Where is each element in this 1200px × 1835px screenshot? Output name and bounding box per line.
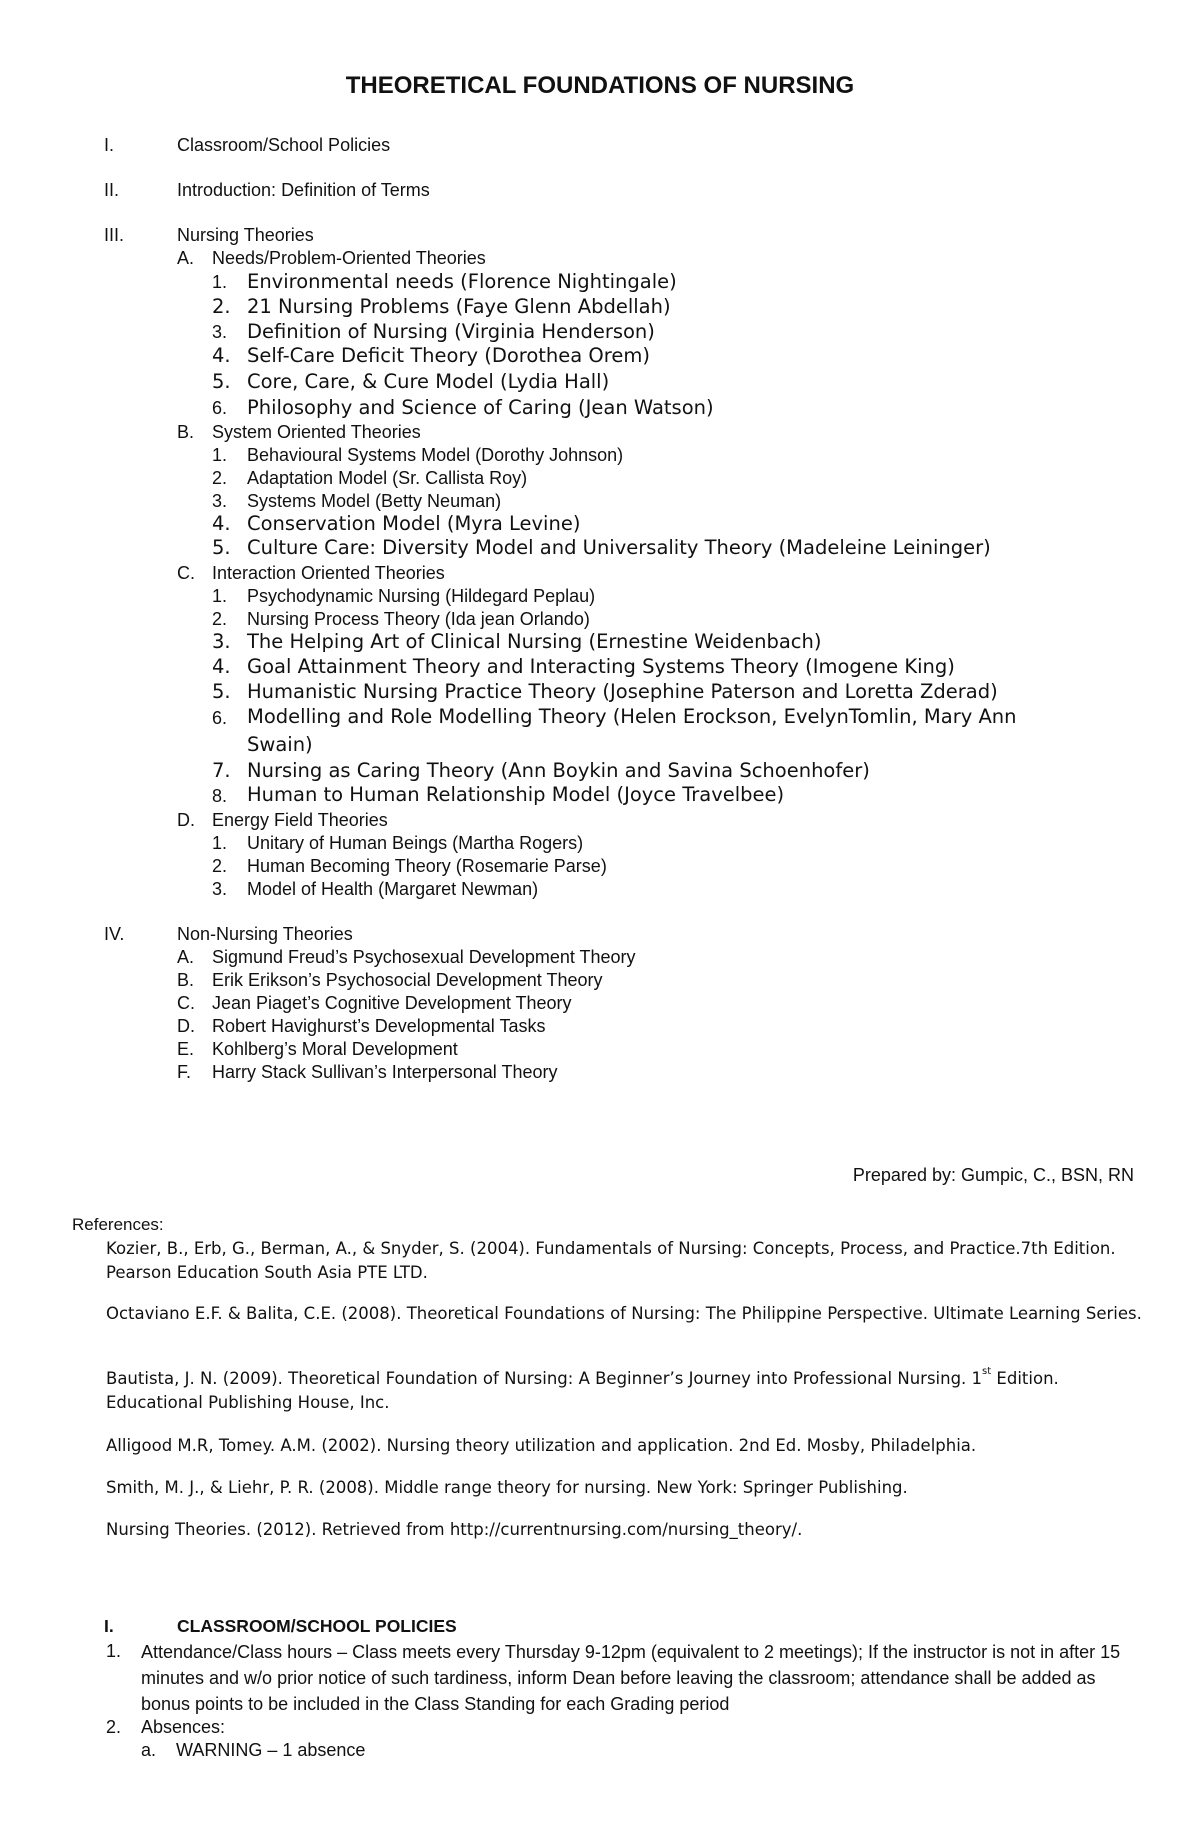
list-item: Core, Care, & Cure Model (Lydia Hall): [247, 370, 610, 393]
list-item: The Helping Art of Clinical Nursing (Ernestine Weidenbach): [247, 630, 822, 653]
list-item: Self-Care Deficit Theory (Dorothea Orem): [247, 344, 650, 367]
subsection-d-letter: D.: [177, 810, 195, 830]
list-item: Unitary of Human Beings (Martha Rogers): [247, 833, 584, 853]
section-2-label: Introduction: Definition of Terms: [177, 180, 430, 200]
reference-text: Bautista, J. N. (2009). Theoretical Foundation of Nursing: A Beginner’s Journey into Professional Nursing. 1: [106, 1369, 983, 1388]
list-item-number: 3.: [212, 322, 228, 342]
section-3-label: Nursing Theories: [177, 225, 314, 245]
list-item: Jean Piaget’s Cognitive Development Theory: [212, 993, 572, 1013]
list-item: Modelling and Role Modelling Theory (Helen Erockson, EvelynTomlin, Mary Ann: [247, 705, 1017, 728]
section-3-number: III.: [104, 225, 125, 245]
prepared-by: Prepared by: Gumpic, C., BSN, RN: [852, 1165, 1134, 1185]
list-item-number: 4.: [212, 512, 231, 535]
policy-sub-letter: a.: [141, 1740, 157, 1760]
section-2-number: II.: [104, 180, 120, 200]
list-item-number: 2.: [212, 295, 231, 318]
list-item: Human Becoming Theory (Rosemarie Parse): [247, 856, 607, 876]
list-item-number: 1.: [212, 445, 228, 465]
reference-entry: Octaviano E.F. & Balita, C.E. (2008). Theoretical Foundations of Nursing: The Philippine Perspective. Ultimate Learning Series.: [106, 1304, 1142, 1323]
list-item: Psychodynamic Nursing (Hildegard Peplau): [247, 586, 596, 606]
policy-absences: Absences:: [141, 1717, 226, 1737]
list-item: Humanistic Nursing Practice Theory (Josephine Paterson and Loretta Zderad): [247, 680, 998, 703]
list-item: Model of Health (Margaret Newman): [247, 879, 539, 899]
list-item-number: 5.: [212, 680, 231, 703]
list-item: Adaptation Model (Sr. Callista Roy): [247, 468, 528, 488]
section-1-number: I.: [104, 135, 115, 155]
subsection-b-label: System Oriented Theories: [212, 422, 421, 442]
subsection-a-letter: A.: [177, 248, 195, 268]
policy-number: 2.: [106, 1717, 122, 1737]
list-item-number: 1.: [212, 586, 228, 606]
list-item-letter: E.: [177, 1039, 195, 1059]
policy-warning: WARNING – 1 absence: [176, 1740, 366, 1760]
list-item-number: 3.: [212, 879, 228, 899]
list-item-letter: B.: [177, 970, 195, 990]
policies-number: I.: [104, 1616, 114, 1636]
list-item-number: 1.: [212, 272, 228, 292]
list-item: Nursing as Caring Theory (Ann Boykin and Savina Schoenhofer): [247, 759, 870, 782]
list-item: Harry Stack Sullivan’s Interpersonal Theory: [212, 1062, 558, 1082]
list-item: 21 Nursing Problems (Faye Glenn Abdellah): [247, 295, 671, 318]
list-item-letter: C.: [177, 993, 195, 1013]
list-item-number: 1.: [212, 833, 228, 853]
reference-superscript: st: [982, 1366, 992, 1377]
list-item-number: 5.: [212, 370, 231, 393]
page-title: THEORETICAL FOUNDATIONS OF NURSING: [345, 72, 855, 99]
policy-attendance: Attendance/Class hours – Class meets every Thursday 9-12pm (equivalent to 2 meetings); If the instructor is not in after 15 minutes and w/o prior notice of such tardiness, inform Dean before leaving the classroom; attendance shall be added as bonus points to be included in the Class Standing for each Grading period: [141, 1642, 1121, 1714]
subsection-a-label: Needs/Problem-Oriented Theories: [212, 248, 486, 268]
list-item-number: 2.: [212, 609, 228, 629]
list-item-number: 2.: [212, 856, 228, 876]
subsection-b-letter: B.: [177, 422, 195, 442]
list-item: Human to Human Relationship Model (Joyce Travelbee): [247, 783, 785, 806]
section-4-number: IV.: [104, 924, 125, 944]
subsection-d-label: Energy Field Theories: [212, 810, 388, 830]
reference-entry: Kozier, B., Erb, G., Berman, A., & Snyder, S. (2004). Fundamentals of Nursing: Concepts, Process, and Practice.7th Edition. Pearson Education South Asia PTE LTD.: [106, 1239, 1116, 1282]
policy-number: 1.: [106, 1641, 122, 1661]
reference-entry: [106, 1367, 1146, 1415]
list-item-number: 6.: [212, 398, 228, 418]
list-item-number: 3.: [212, 491, 228, 511]
list-item-number: 5.: [212, 536, 231, 559]
list-item-continuation: Swain): [247, 733, 313, 756]
references-heading: References:: [72, 1215, 164, 1234]
list-item: Robert Havighurst’s Developmental Tasks: [212, 1016, 546, 1036]
reference-entry: Nursing Theories. (2012). Retrieved from http://currentnursing.com/nursing_theory/.: [106, 1520, 803, 1539]
list-item-letter: F.: [177, 1062, 192, 1082]
list-item: Definition of Nursing (Virginia Henderson): [247, 320, 655, 343]
list-item-letter: A.: [177, 947, 195, 967]
reference-text: Edition. Educational Publishing House, Inc.: [106, 1369, 1059, 1412]
reference-entry: Alligood M.R, Tomey. A.M. (2002). Nursing theory utilization and application. 2nd Ed. Mosby, Philadelphia.: [106, 1436, 977, 1455]
list-item-number: 2.: [212, 468, 228, 488]
list-item: Goal Attainment Theory and Interacting Systems Theory (Imogene King): [247, 655, 955, 678]
list-item: Kohlberg’s Moral Development: [212, 1039, 458, 1059]
subsection-c-letter: C.: [177, 563, 195, 583]
list-item: Nursing Process Theory (Ida jean Orlando): [247, 609, 590, 629]
list-item-number: 4.: [212, 655, 231, 678]
reference-entry: Smith, M. J., & Liehr, P. R. (2008). Middle range theory for nursing. New York: Springer Publishing.: [106, 1478, 908, 1497]
policies-heading: CLASSROOM/SCHOOL POLICIES: [177, 1616, 457, 1636]
list-item: Conservation Model (Myra Levine): [247, 512, 581, 535]
list-item: Behavioural Systems Model (Dorothy Johnson): [247, 445, 624, 465]
section-4-label: Non-Nursing Theories: [177, 924, 353, 944]
list-item: Systems Model (Betty Neuman): [247, 491, 502, 511]
list-item-number: 7.: [212, 759, 231, 782]
list-item-number: 8.: [212, 786, 228, 806]
section-1-label: Classroom/School Policies: [177, 135, 391, 155]
list-item-letter: D.: [177, 1016, 195, 1036]
list-item: Erik Erikson’s Psychosocial Development Theory: [212, 970, 603, 990]
list-item: Sigmund Freud’s Psychosexual Development Theory: [212, 947, 636, 967]
subsection-c-label: Interaction Oriented Theories: [212, 563, 445, 583]
list-item-number: 6.: [212, 708, 228, 728]
list-item-number: 4.: [212, 344, 231, 367]
list-item: Culture Care: Diversity Model and Universality Theory (Madeleine Leininger): [247, 536, 991, 559]
list-item: Environmental needs (Florence Nightingale): [247, 270, 677, 293]
list-item-number: 3.: [212, 630, 231, 653]
list-item: Philosophy and Science of Caring (Jean Watson): [247, 396, 714, 419]
